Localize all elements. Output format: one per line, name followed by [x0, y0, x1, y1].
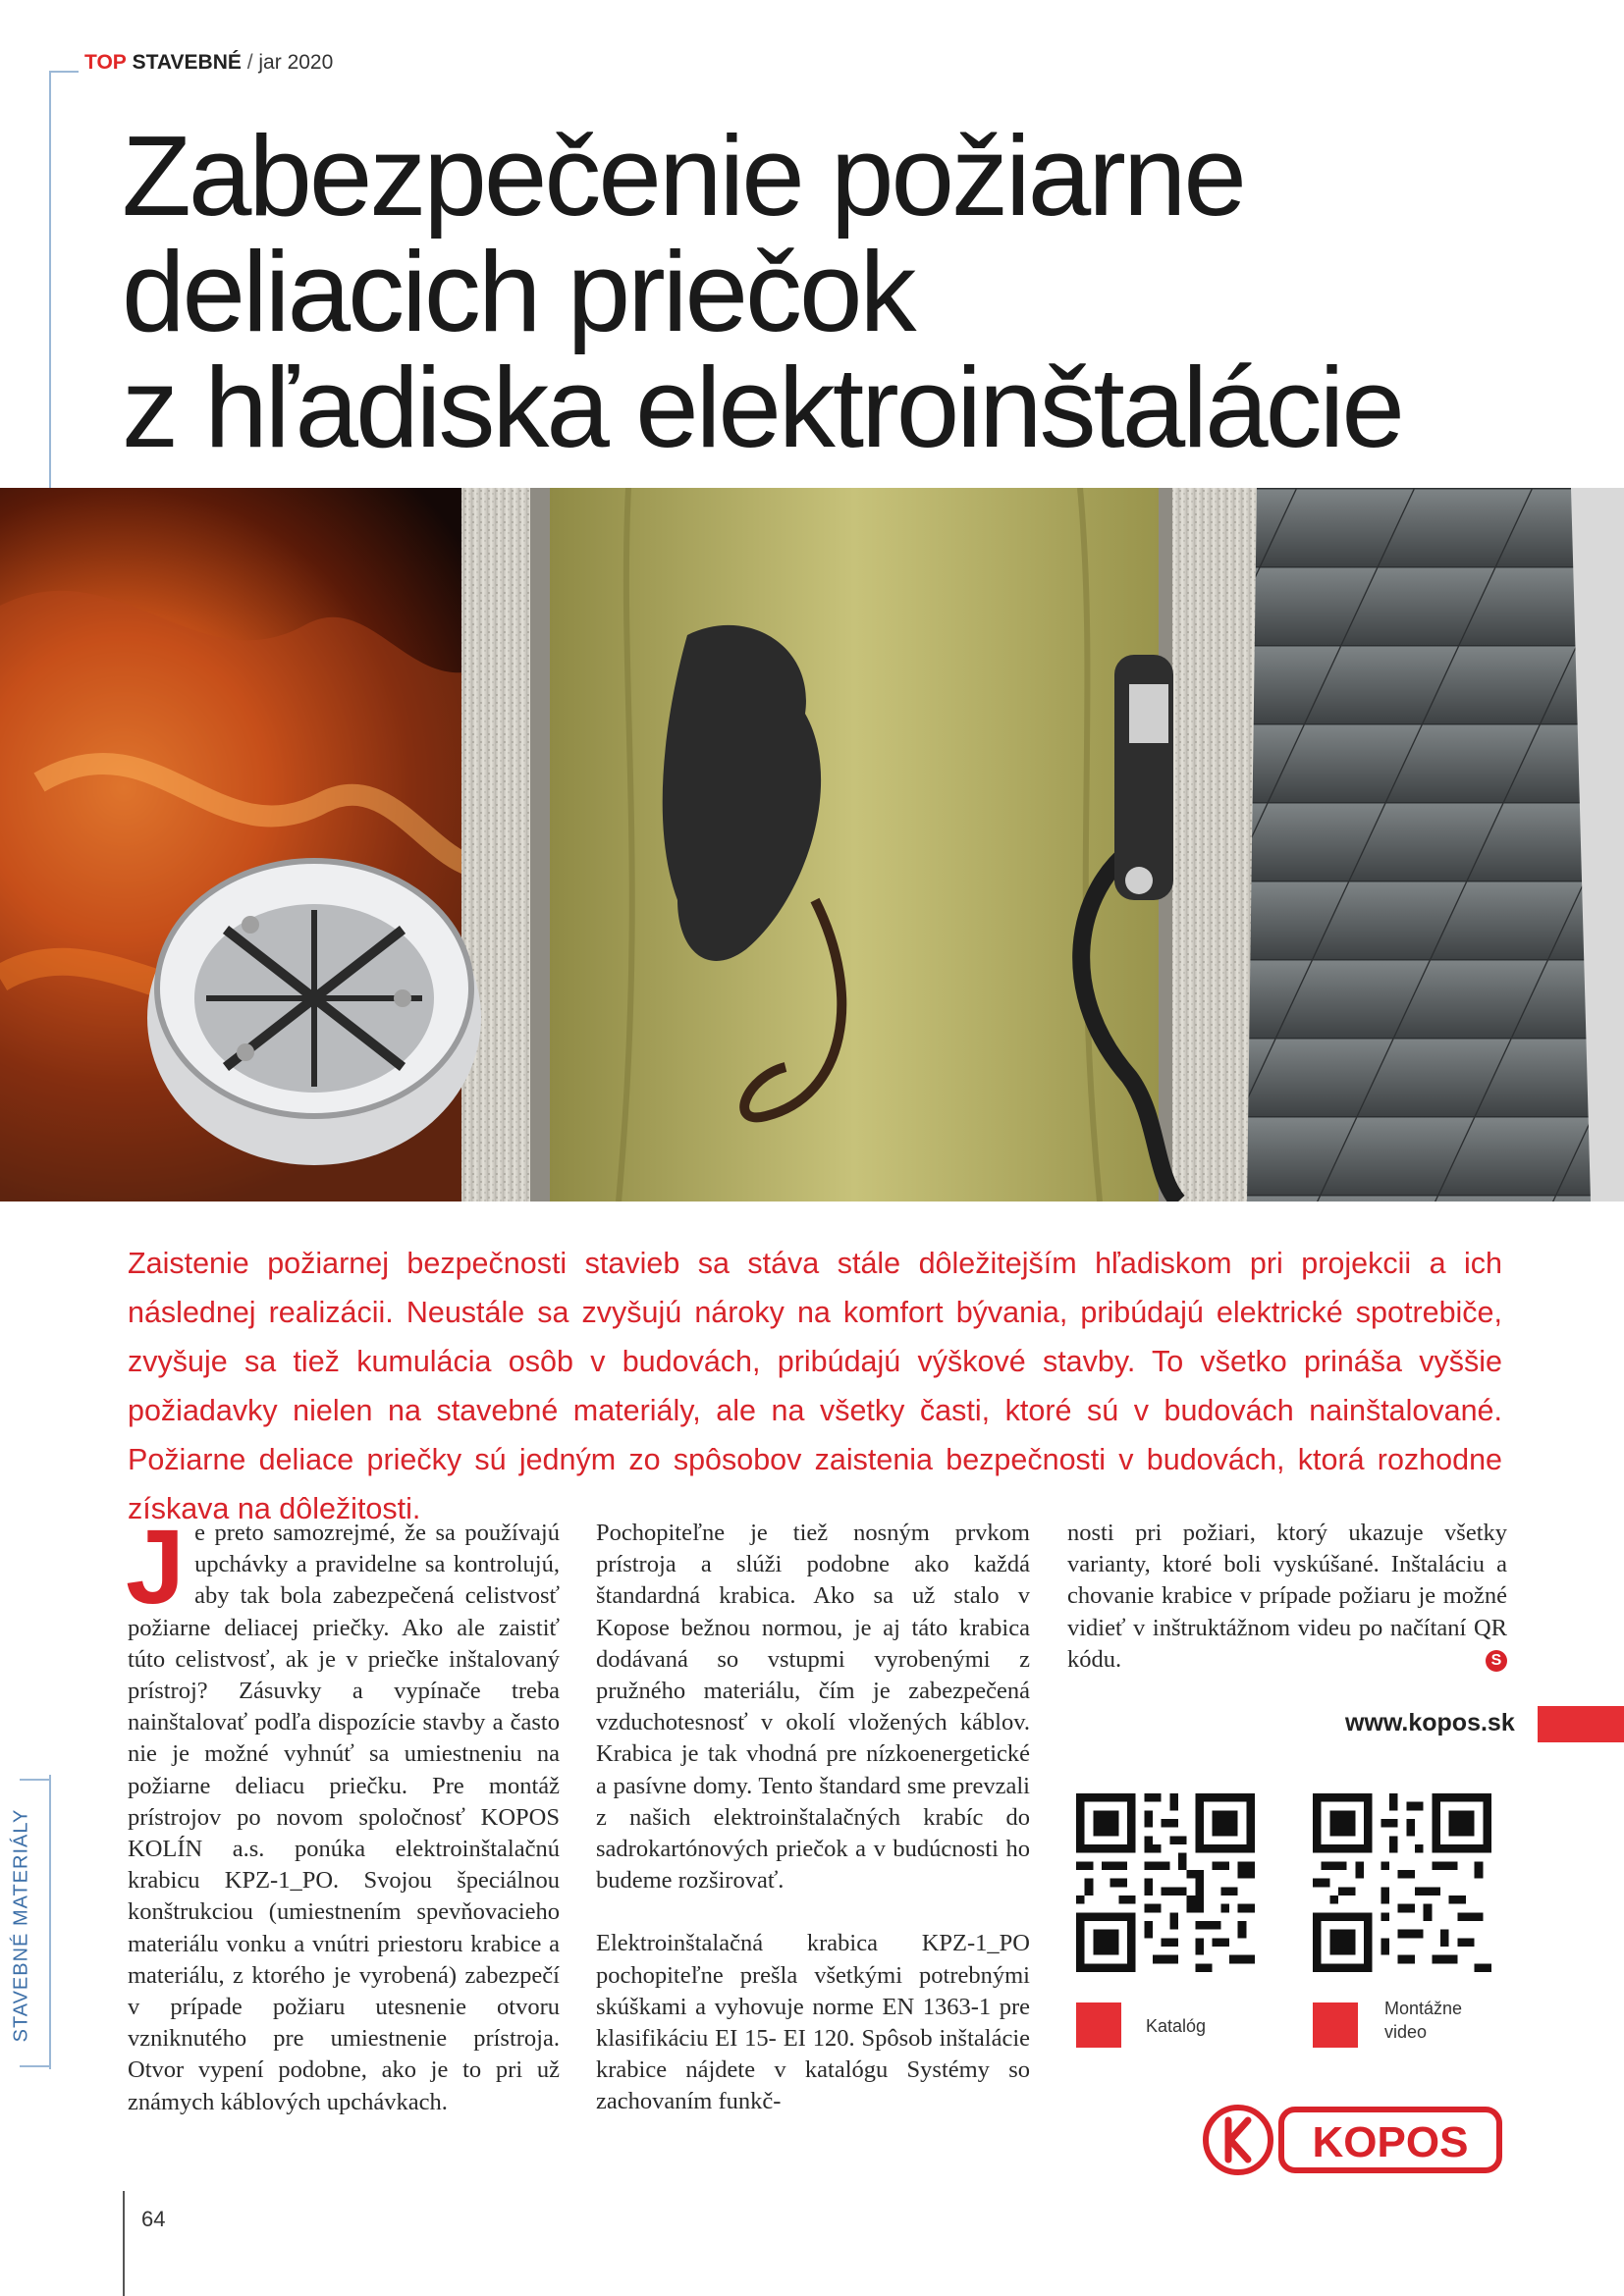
side-rule	[20, 1779, 49, 1781]
website-link[interactable]: www.kopos.sk	[1345, 1709, 1515, 1736]
body-column-3	[1067, 1518, 1507, 1676]
qr-label-catalog: Katalóg	[1146, 2016, 1207, 2036]
hero-illustration	[0, 488, 1624, 1201]
body-text: nosti pri požiari, ktorý ukazuje všetky varianty, ktoré boli vyskúšané. Inštaláciu a chovanie krabice v prípade požiaru je možné vidieť v inštruktážnom videu po načítaní QR kódu.	[1067, 1520, 1507, 1673]
title-line: Zabezpečenie požiarne	[122, 112, 1244, 240]
header-magazine: STAVEBNÉ	[132, 51, 242, 74]
footer-rule	[123, 2191, 125, 2296]
section-label: STAVEBNÉ MATERIÁLY	[10, 1808, 32, 2043]
body-text: e preto samozrejmé, že sa používajú upchávky a pravidelne sa kontrolujú, aby tak bola zabezpečená celistvosť požiarne deliacej priečky. Ako ale zaistiť túto celistvosť, ak je v priečke inštalovaný prístroj? Zásuvky a vypínače treba nainštalovať podľa dispozície stavby a často nie je možné vyhnúť sa umiestneniu na požiarne deliacu priečku. Pre montáž prístrojov po novom spoločnosť KOPOS KOLÍN a.s. ponúka elektroinštalačnú krabicu KPZ-1_PO. Svojou špeciálnou konštrukciou (umiestnením spevňovacieho materiálu vonku a vnútri priestoru krabice a materiálu, z ktorého je vyrobená) zabezpečí v prípade požiaru utesnenie otvoru vzniknutého pre umiestnenie prístroja. Otvor vypení podobne, ako je to pri už známych káblových upchávkach.	[128, 1520, 560, 2115]
title-line: deliacich priečok	[122, 228, 914, 355]
drop-cap: J	[126, 1507, 186, 1626]
body-column-2	[596, 1518, 1030, 2118]
article-title	[122, 112, 1575, 471]
qr-code-icon[interactable]	[1076, 1793, 1255, 1972]
qr-label-swatch	[1313, 2002, 1358, 2048]
side-rule	[49, 1775, 51, 2069]
qr-code-icon[interactable]	[1313, 1793, 1491, 1972]
junction-box-icon	[147, 861, 481, 1165]
header-separator: /	[241, 51, 259, 74]
kopos-logo-icon	[1203, 2104, 1503, 2176]
body-column-1	[126, 1507, 560, 2118]
header-rule-horizontal	[49, 71, 79, 73]
page-number: 64	[141, 2207, 166, 2231]
qr-label-video: Montážne video	[1384, 1999, 1463, 2042]
body-paragraph: Elektroinštalačná krabica KPZ-1_PO pochopiteľne prešla všetkými potrebnými skúškami a vyhovuje norme EN 1363-1 pre klasifikáciu EI 15- EI 120. Spôsob inštalácie krabice nájdete v katalógu Systémy so zachovaním funkč-	[596, 1930, 1030, 2115]
title-line: z hľadiska elektroinštalácie	[122, 344, 1402, 471]
lead-paragraph: Zaistenie požiarnej bezpečnosti stavieb sa stáva stále dôležitejším hľadiskom pri projekcii a ich následnej realizácii. Neustále sa zvyšujú nároky na komfort bývania, pribúdajú elektrické spotrebiče, zvyšuje sa tiež kumulácia osôb v budovách, pribúdajú výškové stavby. To všetko prináša vyššie požiadavky nielen na stavebné materiály, ale na všetky časti, ktoré sú v budovách nainštalované. Požiarne deliace priečky sú jedným zo spôsobov zaistenia bezpečnosti v budovách, ktorá rozhodne získava na dôležitosti.	[128, 1247, 1502, 1525]
body-paragraph: Pochopiteľne je tiež nosným prvkom prístroja a slúži podobne ako každá štandardná krabica. Ako sa už stalo v Kopose bežnou normou, je aj táto krabica dodávaná so vstupmi vyrobenými z pružného materiálu, čím je zabezpečená vzduchotesnosť v okolí vložených káblov. Krabica je tak vhodná pre nízkoenergetické a pasívne domy. Tento štandard sme prevzali z našich elektroinštalačných krabíc do sadrokartónových priečok a v budúcnosti ho budeme rozširovať.	[596, 1520, 1030, 1895]
side-rule	[20, 2065, 49, 2067]
logo-text: KOPOS	[1312, 2118, 1469, 2166]
header-issue: jar 2020	[258, 51, 334, 74]
running-header	[84, 51, 333, 75]
end-mark-icon: S	[1486, 1650, 1507, 1672]
header-top-label: TOP	[84, 51, 127, 74]
qr-label-swatch	[1076, 2002, 1121, 2048]
fire-wall-illustration	[0, 488, 1624, 1201]
header-rule	[49, 71, 51, 493]
red-tab-marker	[1538, 1706, 1624, 1742]
